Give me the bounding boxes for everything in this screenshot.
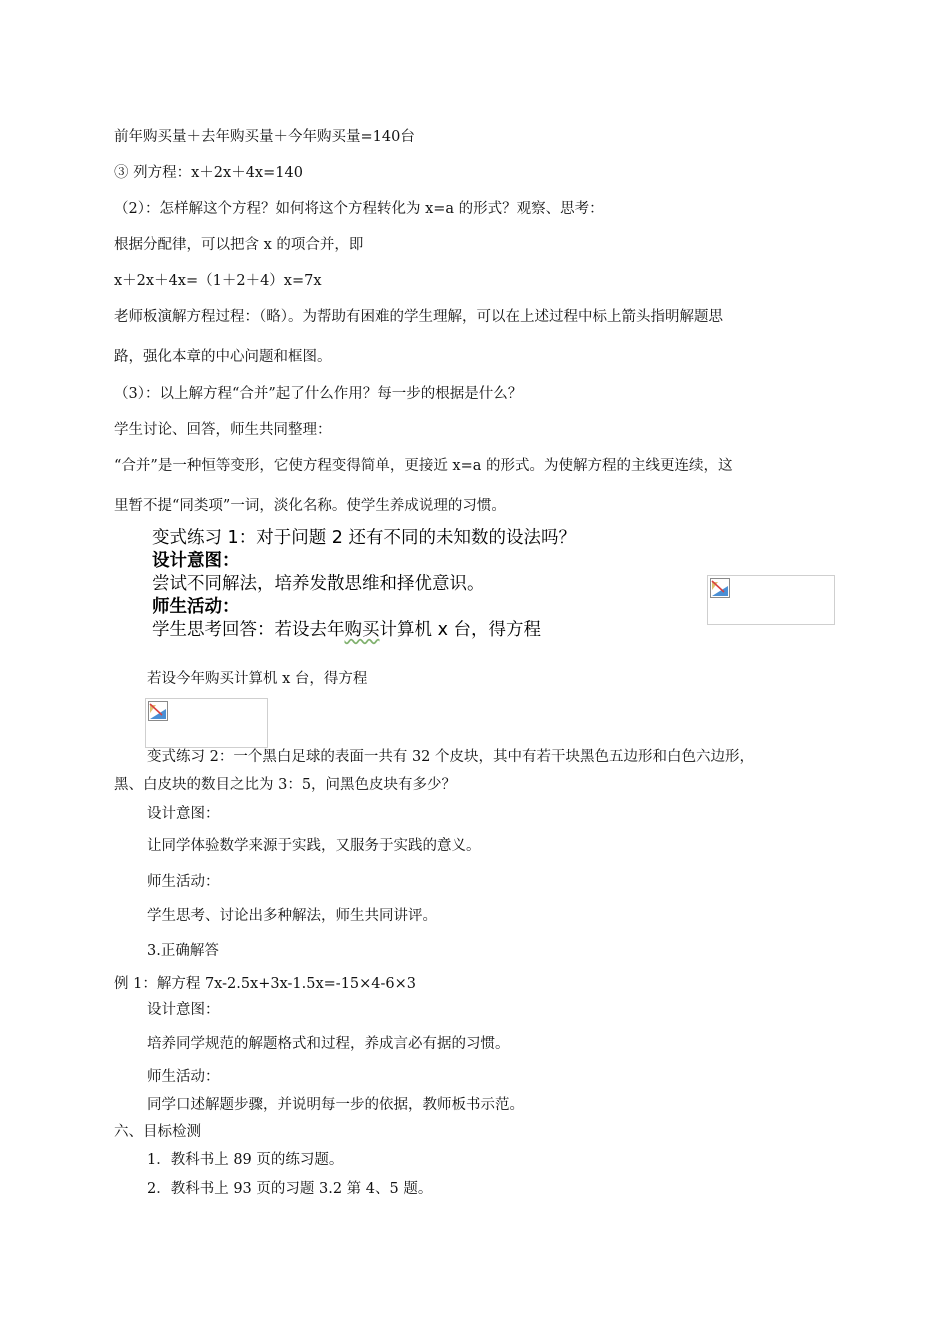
- text-line: 2．教科书上 93 页的习题 3.2 第 4、5 题。: [147, 1181, 433, 1197]
- design-intent-heading: 设计意图：: [152, 551, 240, 571]
- text-line: 让同学体验数学来源于实践，又服务于实践的意义。: [147, 838, 481, 854]
- scanned-exercise-block: [152, 527, 652, 642]
- text-line: 若设今年购买计算机 x 台，得方程: [147, 671, 368, 687]
- text-line: 学生讨论、回答，师生共同整理：: [114, 422, 332, 438]
- text-line: 里暂不提“同类项”一词，淡化名称。使学生养成说理的习惯。: [114, 498, 506, 514]
- text-line: 设计意图：: [147, 1002, 220, 1018]
- text-line: 3.正确解答: [147, 943, 219, 959]
- broken-image-icon: [148, 701, 168, 721]
- text-line: 路，强化本章的中心问题和框图。: [114, 349, 332, 365]
- text-line: 同学口述解题步骤，并说明每一步的依据，教师板书示范。: [147, 1097, 524, 1113]
- broken-image-placeholder: [707, 575, 835, 625]
- text-line: （2）：怎样解这个方程？如何将这个方程转化为 x=a 的形式？观察、思考：: [114, 201, 604, 217]
- text-line: 1．教科书上 89 页的练习题。: [147, 1152, 344, 1168]
- text-line: 学生思考、讨论出多种解法，师生共同讲评。: [147, 908, 437, 924]
- text-line: 培养同学规范的解题格式和过程，养成言必有据的习惯。: [147, 1036, 510, 1052]
- text-line: 师生活动：: [147, 874, 220, 890]
- text-line: ③ 列方程：x＋2x＋4x=140: [114, 165, 303, 181]
- text-line: 黑、白皮块的数目之比为 3：5，问黑色皮块有多少？: [114, 777, 457, 793]
- broken-image-placeholder: [145, 698, 268, 748]
- section-heading: 六、目标检测: [114, 1124, 201, 1140]
- text-line: 设计意图：: [147, 806, 220, 822]
- text-line: x＋2x＋4x=（1＋2＋4）x=7x: [114, 273, 322, 289]
- activity-heading: 师生活动：: [152, 597, 240, 617]
- text-line: 例 1：解方程 7x-2.5x+3x-1.5x=-15×4-6×3: [114, 976, 417, 992]
- design-intent-text: 尝试不同解法，培养发散思维和择优意识。: [152, 574, 485, 594]
- broken-image-icon: [710, 578, 730, 598]
- text-line: “合并”是一种恒等变形，它使方程变得简单，更接近 x=a 的形式。为使解方程的主线更连续，这: [114, 458, 733, 474]
- exercise-1-question: 变式练习 1：对于问题 2 还有不同的未知数的设法吗？: [152, 528, 576, 548]
- text-line: （3）：以上解方程“合并”起了什么作用？每一步的根据是什么？: [114, 386, 523, 402]
- text-line: 师生活动：: [147, 1069, 220, 1085]
- text-line: 前年购买量＋去年购买量＋今年购买量=140台: [114, 129, 415, 145]
- text-line: 老师板演解方程过程：（略）。为帮助有困难的学生理解，可以在上述过程中标上箭头指明解题思: [114, 309, 723, 325]
- text-line: 根据分配律，可以把含 x 的项合并，即: [114, 237, 364, 253]
- activity-text: 学生思考回答：若设去年购买计算机 x 台，得方程: [152, 620, 541, 640]
- text-line: 变式练习 2：一个黑白足球的表面一共有 32 个皮块，其中有若干块黑色五边形和白色六边形，: [147, 749, 754, 765]
